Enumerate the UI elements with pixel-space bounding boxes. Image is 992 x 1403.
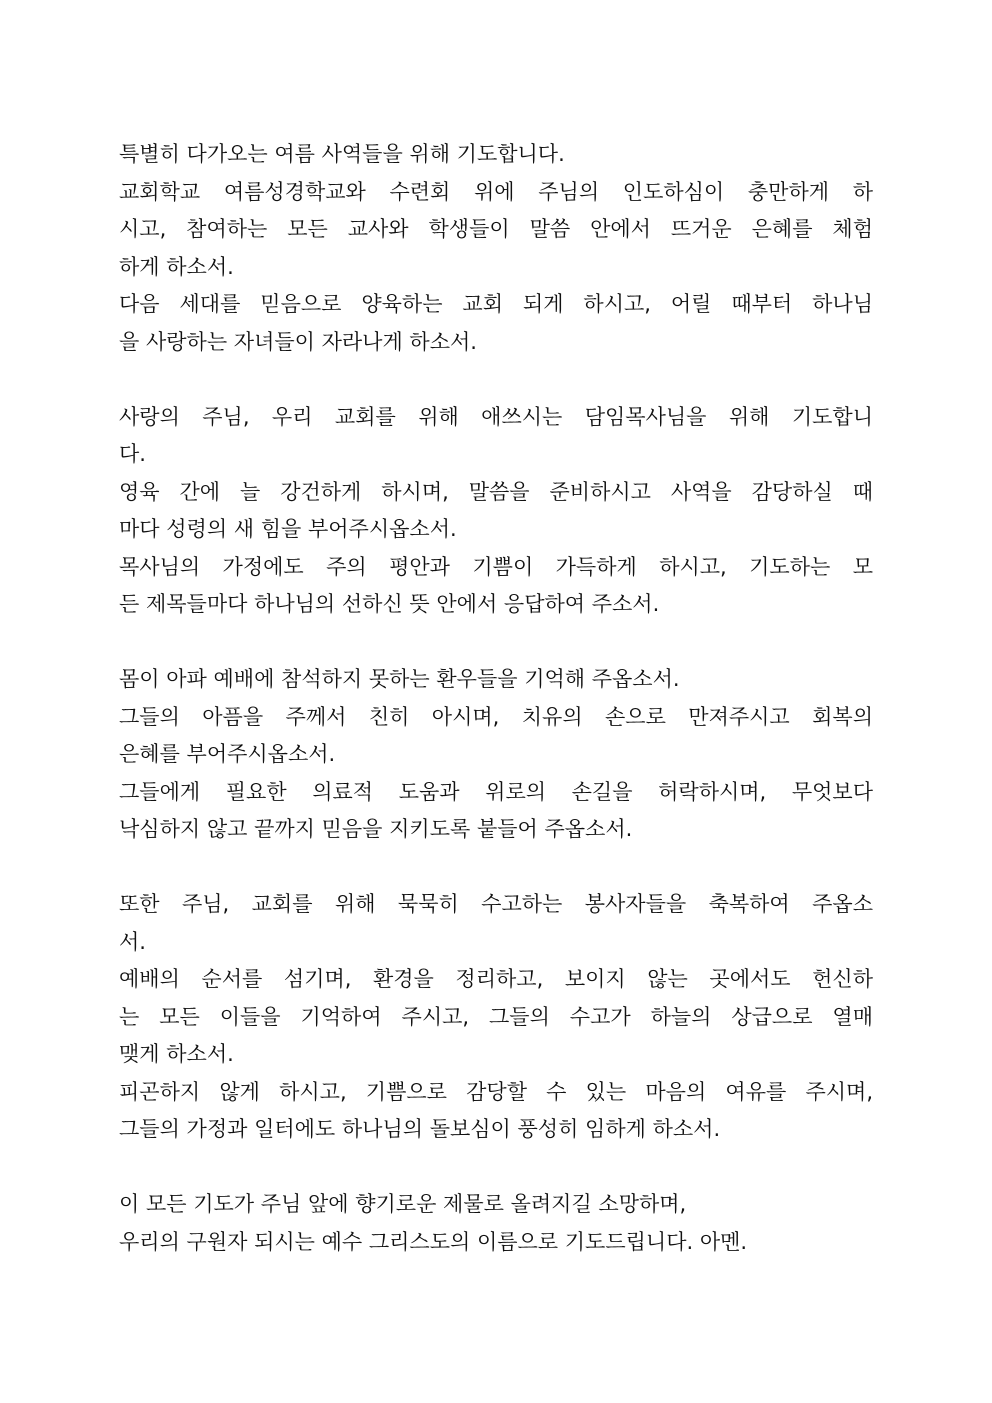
- text-line: 을 사랑하는 자녀들이 자라나게 하소서.: [119, 329, 477, 354]
- text-line: 우리의 구원자 되시는 예수 그리스도의 이름으로 기도드립니다. 아멘.: [119, 1229, 748, 1254]
- text-line: 다.: [119, 442, 146, 466]
- text-line: 서.: [119, 929, 146, 954]
- text-line: 또한 주님, 교회를 위해 묵묵히 수고하는 봉사자들을 축복하여 주옵소: [119, 892, 873, 916]
- paragraph-gap: [119, 361, 873, 399]
- text-line: 다음 세대를 믿음으로 양육하는 교회 되게 하시고, 어릴 때부터 하나님: [119, 292, 873, 316]
- text-line: 마다 성령의 새 힘을 부어주시옵소서.: [119, 517, 457, 541]
- text-line: 특별히 다가오는 여름 사역들을 위해 기도합니다.: [119, 142, 565, 166]
- paragraph-gap: [119, 849, 873, 887]
- text-line: 낙심하지 않고 끝까지 믿음을 지키도록 붙들어 주옵소서.: [119, 817, 633, 841]
- text-line: 그들의 아픔을 주께서 친히 아시며, 치유의 손으로 만져주시고 회복의: [119, 704, 873, 729]
- text-line: 은혜를 부어주시옵소서.: [119, 742, 336, 766]
- text-line: 이 모든 기도가 주님 앞에 향기로운 제물로 올려지길 소망하며,: [119, 1192, 687, 1216]
- text-line: 그들의 가정과 일터에도 하나님의 돌보심이 풍성히 임하게 하소서.: [119, 1117, 721, 1141]
- text-line: 사랑의 주님, 우리 교회를 위해 애쓰시는 담임목사님을 위해 기도합니: [119, 404, 873, 429]
- text-line: 몸이 아파 예배에 참석하지 못하는 환우들을 기억해 주옵소서.: [119, 667, 680, 691]
- paragraph-gap: [119, 624, 873, 662]
- text-line: 예배의 순서를 섬기며, 환경을 정리하고, 보이지 않는 곳에서도 헌신하: [119, 967, 873, 991]
- text-line: 하게 하소서.: [119, 254, 234, 279]
- text-line: 피곤하지 않게 하시고, 기쁨으로 감당할 수 있는 마음의 여유를 주시며,: [119, 1079, 873, 1104]
- text-line: 그들에게 필요한 의료적 도움과 위로의 손길을 허락하시며, 무엇보다: [119, 779, 873, 804]
- text-line: 시고, 참여하는 모든 교사와 학생들이 말씀 안에서 뜨거운 은혜를 체험: [119, 217, 873, 241]
- paragraph-gap: [119, 1149, 873, 1187]
- text-line: 목사님의 가정에도 주의 평안과 기쁨이 가득하게 하시고, 기도하는 모: [119, 554, 873, 579]
- text-line: 교회학교 여름성경학교와 수련회 위에 주님의 인도하심이 충만하게 하: [119, 179, 873, 204]
- text-line: 는 모든 이들을 기억하여 주시고, 그들의 수고가 하늘의 상급으로 열매: [119, 1004, 873, 1029]
- text-line: 영육 간에 늘 강건하게 하시며, 말씀을 준비하시고 사역을 감당하실 때: [119, 479, 873, 504]
- text-line: 든 제목들마다 하나님의 선하신 뜻 안에서 응답하여 주소서.: [119, 592, 660, 616]
- prayer-text: [119, 136, 873, 1261]
- text-line: 맺게 하소서.: [119, 1042, 234, 1066]
